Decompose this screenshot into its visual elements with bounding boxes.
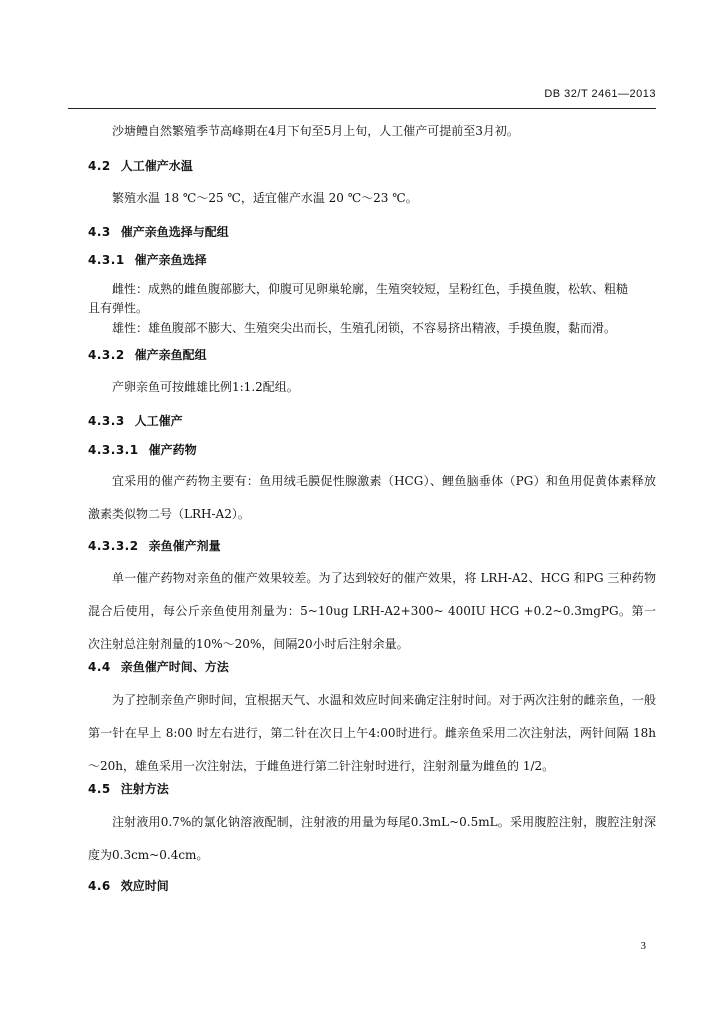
paragraph-female-line2: 且有弹性。 (88, 301, 149, 315)
page-number: 3 (640, 940, 646, 952)
paragraph-male: 雄性：雄鱼腹部不膨大、生殖突尖出而长，生殖孔闭锁，不容易挤出精液，手摸鱼腹，黏而滑。 (112, 321, 617, 335)
section-title: 催产亲鱼配组 (134, 348, 207, 362)
section-4-3-1-heading (88, 251, 207, 268)
section-title: 催产亲鱼选择与配组 (120, 225, 229, 239)
section-4-3-2-heading (88, 346, 207, 363)
section-number: 4.3.3.2 (88, 539, 139, 553)
section-number: 4.4 (88, 660, 111, 674)
paragraph-injection-time: 为了控制亲鱼产卵时间，宜根据天气、水温和效应时间来确定注射时间。对于两次注射的雌亲鱼，一般第一针在早上 8:00 时左右进行，第二针在次日上午4:00时进行。雌亲鱼采用二次注射法，两针间隔 18h～20h，雄鱼采用一次注射法，于雌鱼进行第二针注射时进行，注射剂量为雌鱼的 1/2。 (88, 693, 656, 773)
paragraph-water-temperature: 繁殖水温 18 ℃～25 ℃，适宜催产水温 20 ℃～23 ℃。 (112, 191, 418, 205)
section-4-3-heading (88, 223, 229, 240)
section-title: 亲鱼催产剂量 (148, 539, 221, 553)
section-4-3-3-heading (88, 412, 183, 429)
section-4-6-heading (88, 877, 169, 894)
section-title: 人工催产水温 (120, 159, 193, 173)
paragraph-female-line1: 雌性：成熟的雌鱼腹部膨大，仰腹可见卵巢轮廓，生殖突较短，呈粉红色，手摸鱼腹，松软、粗糙 (112, 282, 629, 296)
section-title: 亲鱼催产时间、方法 (120, 660, 229, 674)
header-rule (68, 108, 656, 109)
section-4-3-3-1-heading (88, 441, 197, 458)
standard-code: DB 32/T 2461—2013 (544, 88, 656, 100)
section-number: 4.3.1 (88, 253, 125, 267)
section-4-4-heading (88, 658, 229, 675)
section-number: 4.6 (88, 879, 111, 893)
section-4-2-heading (88, 157, 193, 174)
section-number: 4.2 (88, 159, 111, 173)
section-number: 4.3.3 (88, 414, 125, 428)
paragraph-spawn-season: 沙塘鳢自然繁殖季节高峰期在4月下旬至5月上旬，人工催产可提前至3月初。 (112, 124, 519, 138)
section-title: 催产亲鱼选择 (134, 253, 207, 267)
paragraph-dosage: 单一催产药物对亲鱼的催产效果较差。为了达到较好的催产效果，将 LRH-A2、HCG 和PG 三种药物混合后使用，每公斤亲鱼使用剂量为：5~10ug LRH-A2+300~ 400IU HCG +0.2~0.3mgPG。第一次注射总注射剂量的10%～20%，间隔20小时后注射余量。 (88, 571, 656, 651)
section-number: 4.3 (88, 225, 111, 239)
paragraph-injection-method: 注射液用0.7%的氯化钠溶液配制，注射液的用量为每尾0.3mL~0.5mL。采用腹腔注射，腹腔注射深度为0.3cm~0.4cm。 (88, 815, 656, 862)
section-4-3-3-2-heading (88, 537, 221, 554)
section-number: 4.3.2 (88, 348, 125, 362)
paragraph-pairing: 产卵亲鱼可按雌雄比例1:1.2配组。 (112, 380, 299, 394)
section-title: 效应时间 (120, 879, 169, 893)
paragraph-drugs: 宜采用的催产药物主要有：鱼用绒毛膜促性腺激素（HCG）、鲤鱼脑垂体（PG）和鱼用促黄体素释放激素类似物二号（LRH-A2）。 (88, 474, 656, 521)
section-title: 注射方法 (120, 782, 169, 796)
section-number: 4.5 (88, 782, 111, 796)
section-number: 4.3.3.1 (88, 443, 139, 457)
section-title: 催产药物 (148, 443, 197, 457)
section-title: 人工催产 (134, 414, 183, 428)
section-4-5-heading (88, 780, 169, 797)
